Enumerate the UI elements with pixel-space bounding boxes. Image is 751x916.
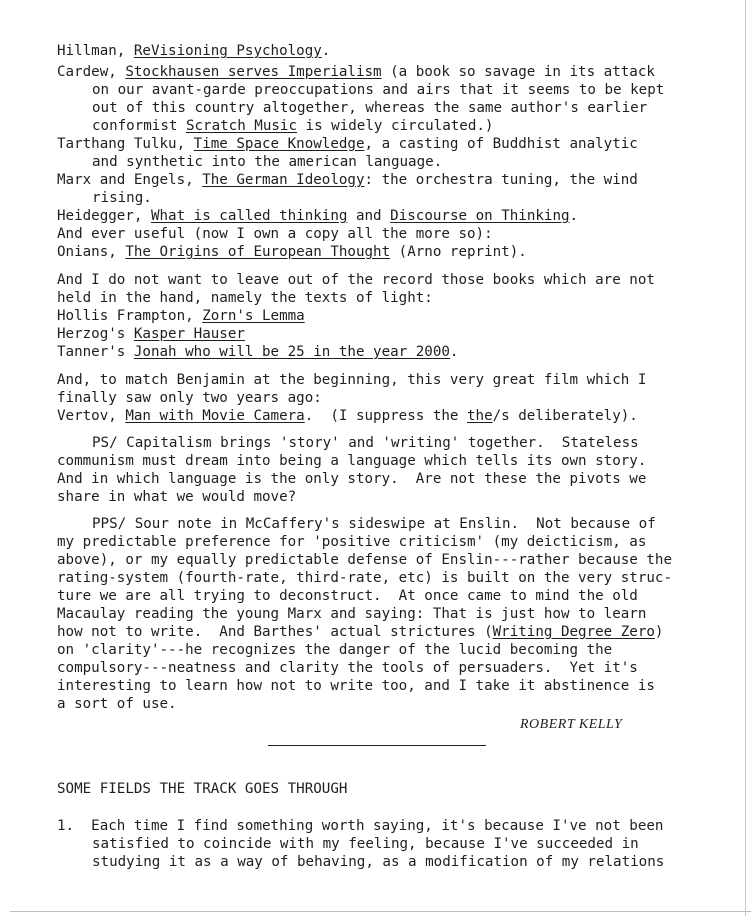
text-run: And in which language is the only story. Are not these the pivots we — [57, 471, 647, 487]
text-line — [57, 677, 655, 695]
text-run: . (I suppress the — [304, 408, 468, 424]
underlined-title: The German Ideology — [202, 172, 365, 188]
text-line — [92, 835, 639, 853]
text-line — [92, 434, 639, 452]
text-run: Vertov, — [57, 408, 126, 424]
text-run: , a casting of Buddhist analytic — [364, 136, 638, 152]
text-run: Marx and Engels, — [57, 172, 203, 188]
text-run: . — [569, 208, 579, 224]
text-run: a sort of use. — [57, 696, 177, 712]
text-run: And ever useful (now I own a copy all the more so): — [57, 226, 493, 242]
text-run: And I do not want to leave out of the record those books which are not — [57, 272, 655, 288]
underlined-title: Discourse on Thinking — [390, 208, 570, 224]
text-run: And, to match Benjamin at the beginning, this very great film which I — [57, 372, 647, 388]
underlined-title: Kasper Hauser — [133, 326, 245, 342]
text-line — [57, 659, 638, 677]
text-run: satisfied to coincide with my feeling, because I've succeeded in — [92, 836, 639, 852]
text-line — [92, 81, 664, 99]
text-run: compulsory---neatness and clarity the tools of persuaders. Yet it's — [57, 660, 638, 676]
text-run: studying it as a way of behaving, as a modification of my relations — [92, 854, 665, 870]
text-line — [57, 307, 305, 325]
text-run: on our avant-garde preoccupations and airs that it seems to be kept — [92, 82, 665, 98]
text-line — [57, 371, 646, 389]
text-line — [57, 225, 493, 243]
text-run: and — [347, 208, 391, 224]
text-run: Macaulay reading the young Marx and saying: That is just how to learn — [57, 606, 647, 622]
text-line — [57, 343, 458, 361]
underlined-title: ReVisioning Psychology — [133, 43, 322, 59]
text-run: how not to write. And Barthes' actual strictures ( — [57, 624, 493, 640]
text-run: communism must dream into being a language which tells its own story. — [57, 453, 647, 469]
text-line — [57, 695, 177, 713]
text-run: interesting to learn how not to write too, and I take it abstinence is — [57, 678, 655, 694]
text-run: is widely circulated.) — [297, 118, 494, 134]
text-run: conformist — [92, 118, 186, 134]
text-line — [57, 623, 663, 641]
text-line — [92, 515, 656, 533]
text-run: Hollis Frampton, — [57, 308, 203, 324]
text-line — [57, 470, 646, 488]
text-run: (a book so savage in its attack — [381, 64, 655, 80]
underlined-title: Stockhausen serves Imperialism — [125, 64, 382, 80]
underlined-title: Jonah who will be 25 in the year 2000 — [133, 344, 450, 360]
text-run: ture we are all trying to deconstruct. At once came to mind the old — [57, 588, 638, 604]
text-line — [57, 135, 638, 153]
text-line — [92, 153, 442, 171]
text-line — [57, 569, 672, 587]
text-line — [57, 551, 672, 569]
page-edge-bottom — [10, 911, 751, 912]
underlined-title: What is called thinking — [150, 208, 348, 224]
text-line — [57, 407, 638, 425]
text-run: . — [321, 43, 331, 59]
text-run: PS/ Capitalism brings 'story' and 'writing' together. Stateless — [92, 435, 639, 451]
text-line — [92, 853, 664, 871]
text-run: Tarthang Tulku, — [57, 136, 194, 152]
author-signature: ROBERT KELLY — [520, 717, 623, 732]
text-run: (Arno reprint). — [390, 244, 527, 260]
text-run: rating-system (fourth-rate, third-rate, etc) is built on the very struc- — [57, 570, 672, 586]
text-run: . — [449, 344, 459, 360]
text-line — [57, 452, 646, 470]
underlined-title: Writing Degree Zero — [492, 624, 655, 640]
underlined-title: Zorn's Lemma — [202, 308, 305, 324]
text-run: on 'clarity'---he recognizes the danger of the lucid becoming the — [57, 642, 613, 658]
text-run: Heidegger, — [57, 208, 151, 224]
underlined-title: Scratch Music — [185, 118, 298, 134]
text-run: finally saw only two years ago: — [57, 390, 322, 406]
text-run: share in what we would move? — [57, 489, 297, 505]
text-line — [57, 289, 433, 307]
text-line — [57, 42, 330, 60]
underlined-title: The Origins of European Thought — [125, 244, 391, 260]
text-run: Herzog's — [57, 326, 134, 342]
text-run: /s deliberately). — [492, 408, 638, 424]
text-run: 1. Each time I find something worth saying, it's because I've not been — [57, 818, 664, 834]
underlined-title: Man with Movie Camera — [125, 408, 305, 424]
text-run: Cardew, — [57, 64, 126, 80]
text-line — [57, 207, 578, 225]
text-line — [57, 587, 638, 605]
text-line — [57, 641, 612, 659]
text-run: out of this country altogether, whereas the same author's earlier — [92, 100, 648, 116]
underlined-title: Time Space Knowledge — [193, 136, 365, 152]
text-run: PPS/ Sour note in McCaffery's sideswipe at Enslin. Not because of — [92, 516, 656, 532]
text-line — [57, 243, 527, 261]
text-line — [57, 325, 245, 343]
text-run: held in the hand, namely the texts of light: — [57, 290, 433, 306]
text-run: and synthetic into the american language. — [92, 154, 443, 170]
text-line — [92, 189, 152, 207]
text-run: rising. — [92, 190, 152, 206]
text-line — [57, 780, 347, 798]
text-line — [57, 533, 646, 551]
text-run: Hillman, — [57, 43, 134, 59]
text-line — [92, 99, 647, 117]
text-line — [57, 389, 322, 407]
underlined-title: the — [467, 408, 493, 424]
text-line — [57, 171, 638, 189]
text-run: above), or my equally predictable defense of Enslin---rather because the — [57, 552, 672, 568]
text-run: SOME FIELDS THE TRACK GOES THROUGH — [57, 781, 348, 797]
text-run: my predictable preference for 'positive criticism' (my deicticism, as — [57, 534, 647, 550]
section-divider — [268, 745, 486, 746]
text-line — [57, 488, 296, 506]
text-run: ) — [654, 624, 664, 640]
text-line — [57, 817, 663, 835]
page-edge-right — [745, 0, 746, 916]
text-run: Tanner's — [57, 344, 134, 360]
text-line — [57, 271, 655, 289]
text-run: Onians, — [57, 244, 126, 260]
text-line — [57, 63, 655, 81]
text-run: : the orchestra tuning, the wind — [364, 172, 638, 188]
text-line — [92, 117, 493, 135]
text-line — [57, 605, 646, 623]
